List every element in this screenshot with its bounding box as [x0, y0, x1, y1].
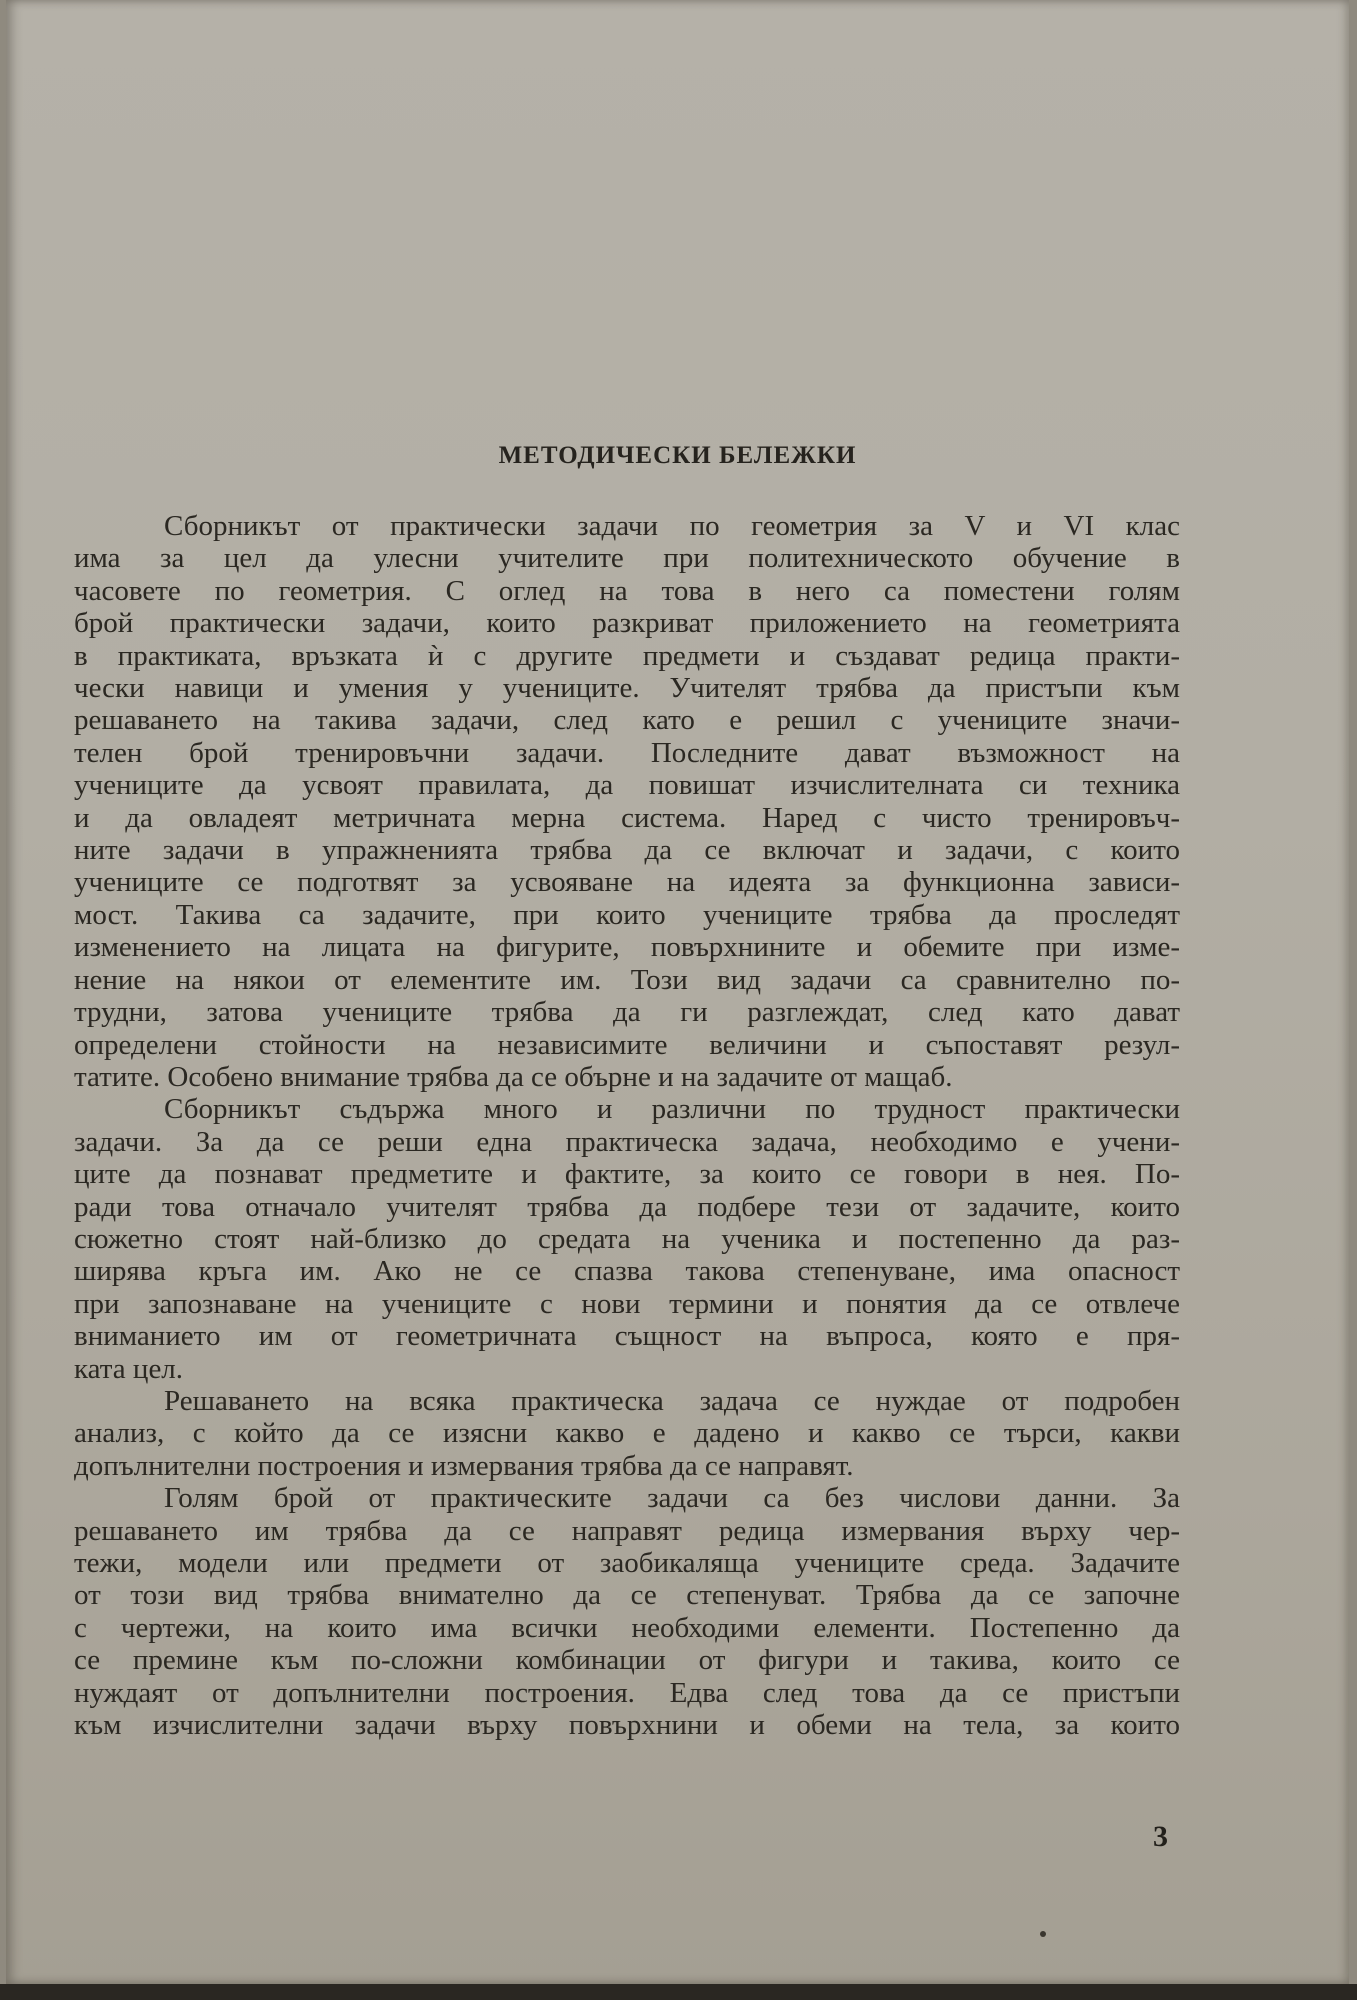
- text-line: мост. Такива са задачите, при които учениците трябва да проследят: [74, 898, 1180, 931]
- text-line: с чертежи, на които има всички необходими елементи. Постепенно да: [74, 1611, 1180, 1644]
- body-text: [74, 510, 1180, 1741]
- text-line: анализ, с който да се изясни какво е дадено и какво се търси, какви: [74, 1417, 1180, 1450]
- text-line: към изчислителни задачи върху повърхнини и обеми на тела, за които: [74, 1709, 1180, 1742]
- text-line: учениците да усвоят правилата, да повишат изчислителната си техника: [74, 769, 1180, 802]
- page-title: МЕТОДИЧЕСКИ БЕЛЕЖКИ: [498, 442, 857, 469]
- text-line: решаването на такива задачи, след като е решил с учениците значи-: [74, 704, 1180, 737]
- text-line: Решаването на всяка практическа задача се нуждае от подробен: [164, 1384, 1180, 1417]
- text-line: изменението на лицата на фигурите, повърхнините и обемите при изме-: [74, 931, 1180, 964]
- text-line: нуждаят от допълнителни построения. Едва след това да се пристъпи: [74, 1676, 1180, 1709]
- ink-speck: [1040, 1931, 1046, 1937]
- text-line: се премине към по-сложни комбинации от фигури и такива, които се: [74, 1644, 1180, 1677]
- text-line: татите. Особено внимание трябва да се обърне и на задачите от мащаб.: [74, 1060, 953, 1093]
- text-line: учениците се подготвят за усвояване на идеята за функционна зависи-: [74, 866, 1180, 899]
- text-line: Сборникът съдържа много и различни по трудност практически: [164, 1093, 1180, 1126]
- text-line: допълнителни построения и измервания трябва да се направят.: [74, 1449, 854, 1482]
- book-page: [6, 0, 1349, 1984]
- text-line: чески навици и умения у учениците. Учителят трябва да пристъпи към: [74, 672, 1180, 705]
- text-line: определени стойности на независимите величини и съпоставят резул-: [74, 1028, 1180, 1061]
- text-line: ширява кръга им. Ако не се спазва такова степенуване, има опасност: [74, 1255, 1180, 1288]
- text-line: вниманието им от геометричната същност на въпроса, която е пря-: [74, 1320, 1180, 1353]
- text-line: задачи. За да се реши една практическа задача, необходимо е учени-: [74, 1125, 1180, 1158]
- text-line: има за цел да улесни учителите при политехническото обучение в: [74, 542, 1180, 575]
- text-line: ците да познават предметите и фактите, за които се говори в нея. По-: [74, 1158, 1180, 1191]
- text-line: ради това отначало учителят трябва да подбере тези от задачите, които: [74, 1190, 1180, 1223]
- text-line: телен брой тренировъчни задачи. Последните дават възможност на: [74, 736, 1180, 769]
- page-number: 3: [1153, 1820, 1168, 1853]
- text-line: при запознаване на учениците с нови термини и понятия да се отвлече: [74, 1287, 1180, 1320]
- text-line: нение на някои от елементите им. Този вид задачи са сравнително по-: [74, 963, 1180, 996]
- text-line: Голям брой от практическите задачи са без числови данни. За: [164, 1482, 1180, 1515]
- text-line: трудни, затова учениците трябва да ги разглеждат, след като дават: [74, 996, 1180, 1029]
- page-bottom-edge: [0, 1984, 1357, 2000]
- text-line: брой практически задачи, които разкриват приложението на геометрията: [74, 607, 1180, 640]
- text-line: Сборникът от практически задачи по геометрия за V и VI клас: [164, 510, 1180, 542]
- text-line: ните задачи в упражненията трябва да се включат и задачи, с които: [74, 834, 1180, 867]
- text-line: решаването им трябва да се направят редица измервания върху чер-: [74, 1514, 1180, 1547]
- text-line: сюжетно стоят най-близко до средата на ученика и постепенно да раз-: [74, 1222, 1180, 1255]
- text-line: тежи, модели или предмети от заобикаляща учениците среда. Задачите: [74, 1547, 1180, 1579]
- text-line: в практиката, връзката ѝ с другите предмети и създават редица практи-: [74, 639, 1180, 672]
- text-line: ката цел.: [74, 1352, 184, 1385]
- text-line: часовете по геометрия. С оглед на това в него са поместени голям: [74, 574, 1180, 607]
- text-line: от този вид трябва внимателно да се степенуват. Трябва да се започне: [74, 1579, 1180, 1612]
- text-line: и да овладеят метричната мерна система. Наред с чисто тренировъч-: [74, 801, 1180, 834]
